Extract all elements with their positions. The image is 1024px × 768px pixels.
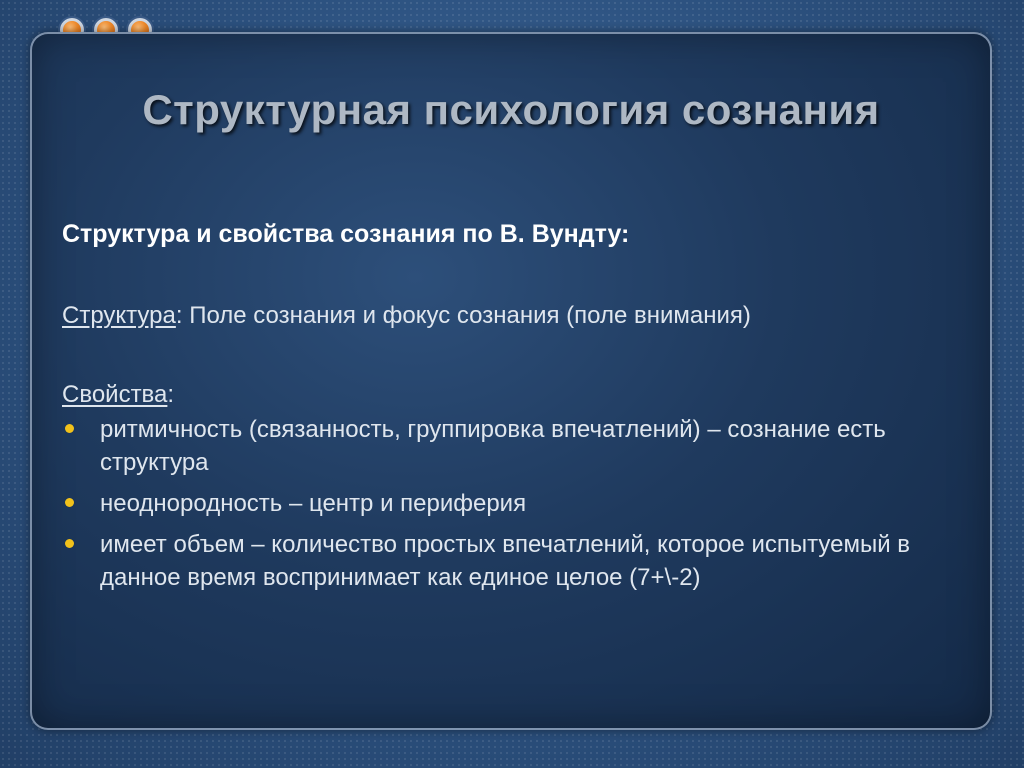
properties-list — [62, 413, 942, 594]
structure-text: Поле сознания и фокус сознания (поле внимания) — [182, 302, 751, 329]
properties-line — [62, 378, 942, 411]
list-item — [62, 528, 942, 594]
list-item-text: ритмичность (связанность, группировка впечатлений) – сознание есть структура — [100, 416, 886, 476]
structure-separator: : — [175, 302, 183, 329]
list-item-text: неоднородность – центр и периферия — [100, 490, 527, 517]
structure-line — [62, 299, 942, 332]
yellow-dot-bullet-icon — [65, 424, 74, 433]
slide-content — [62, 218, 942, 602]
yellow-dot-bullet-icon — [65, 539, 74, 548]
list-item — [62, 413, 942, 479]
slide-title: Структурная психология сознания — [142, 86, 880, 133]
list-item — [62, 487, 942, 520]
properties-separator: : — [167, 381, 175, 408]
slide-subtitle: Структура и свойства сознания по В. Вундту: — [62, 220, 630, 248]
structure-label: Структура — [62, 302, 176, 329]
list-item-text: имеет объем – количество простых впечатлений, которое испытуемый в данное время воспринимает как единое целое (7+\-2) — [100, 531, 911, 591]
properties-label: Свойства — [62, 381, 168, 408]
yellow-dot-bullet-icon — [65, 498, 74, 507]
